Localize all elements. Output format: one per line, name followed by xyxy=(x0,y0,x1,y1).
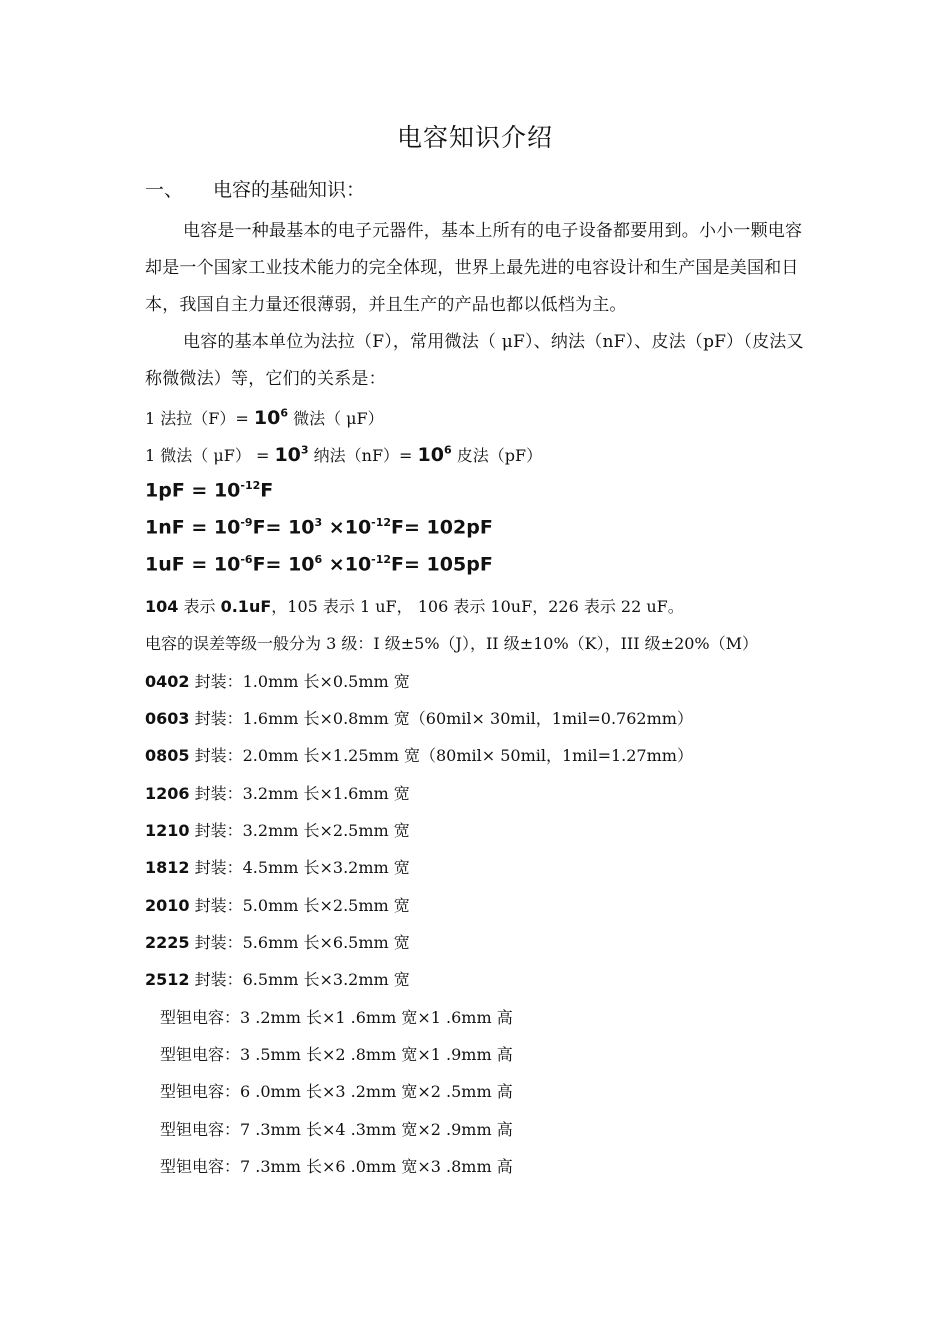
code-examples: 104 表示 0.1uF，105 表示 1 uF， 106 表示 10uF，226 表示 22 uF。 xyxy=(145,597,684,616)
equation-pf: $1pF = 10^{-12}F$ xyxy=(145,479,274,502)
section-number: 一、 xyxy=(145,179,184,201)
package-line: 2512 封装：6.5mm 长×3.2mm 宽 xyxy=(145,970,410,989)
tantalum-line: 型钽电容：3 .2mm 长×1 .6mm 宽×1 .6mm 高 xyxy=(160,1008,513,1027)
equation-uf: $1uF = 10^{-6}F= 10^6 \times 10^{-12}F= 105pF$ xyxy=(145,553,493,576)
package-line: 0805 封装：2.0mm 长×1.25mm 宽（80mil× 50mil，1mil=1.27mm） xyxy=(145,746,693,765)
tantalum-line: 型钽电容：6 .0mm 长×3 .2mm 宽×2 .5mm 高 xyxy=(160,1082,513,1101)
section-title: 电容的基础知识： xyxy=(213,179,366,201)
package-line: 2225 封装：5.6mm 长×6.5mm 宽 xyxy=(145,933,410,952)
tantalum-line: 型钽电容：7 .3mm 长×4 .3mm 宽×2 .9mm 高 xyxy=(160,1120,513,1139)
package-line: 1812 封装：4.5mm 长×3.2mm 宽 xyxy=(145,858,410,877)
tolerance-text: 电容的误差等级一般分为 3 级：I 级±5%（J），II 级±10%（K），III 级±20%（M） xyxy=(145,634,759,653)
package-line: 0603 封装：1.6mm 长×0.8mm 宽（60mil× 30mil，1mil=0.762mm） xyxy=(145,709,693,728)
package-line: 2010 封装：5.0mm 长×2.5mm 宽 xyxy=(145,896,410,915)
relation-farad: 1 法拉$(F)= 10^6$ 微法（ μF） xyxy=(145,406,384,429)
page-title: 电容知识介绍 xyxy=(396,123,553,152)
package-line: 0402 封装：1.0mm 长×0.5mm 宽 xyxy=(145,672,410,691)
intro-paragraph: 电容是一种最基本的电子元器件，基本上所有的电子设备都要用到。小小一颗电容却是一个国家工业技术能力的完全体现，世界上最先进的电容设计和生产国是美国和日本，我国自主力量还很薄弱，并且生产的产品也都以低档为主。 xyxy=(145,221,803,315)
package-line: 1206 封装：3.2mm 长×1.6mm 宽 xyxy=(145,784,410,803)
tantalum-line: 型钽电容：7 .3mm 长×6 .0mm 宽×3 .8mm 高 xyxy=(160,1157,513,1176)
equation-nf: $1nF = 10^{-9}F= 10^3 \times 10^{-12}F= 102pF$ xyxy=(145,516,493,539)
tantalum-line: 型钽电容：3 .5mm 长×2 .8mm 宽×1 .9mm 高 xyxy=(160,1045,513,1064)
section-heading xyxy=(145,175,365,202)
package-line: 1210 封装：3.2mm 长×2.5mm 宽 xyxy=(145,821,410,840)
relation-microfarad: 1 微法（ $\mu F) = 10^3$ 纳法$(nF)= 10^6$ 皮法（pF） xyxy=(145,443,543,466)
unit-paragraph: 电容的基本单位为法拉（F），常用微法（ μF）、纳法（nF）、皮法（pF）（皮法又称微微法）等，它们的关系是： xyxy=(145,332,804,389)
